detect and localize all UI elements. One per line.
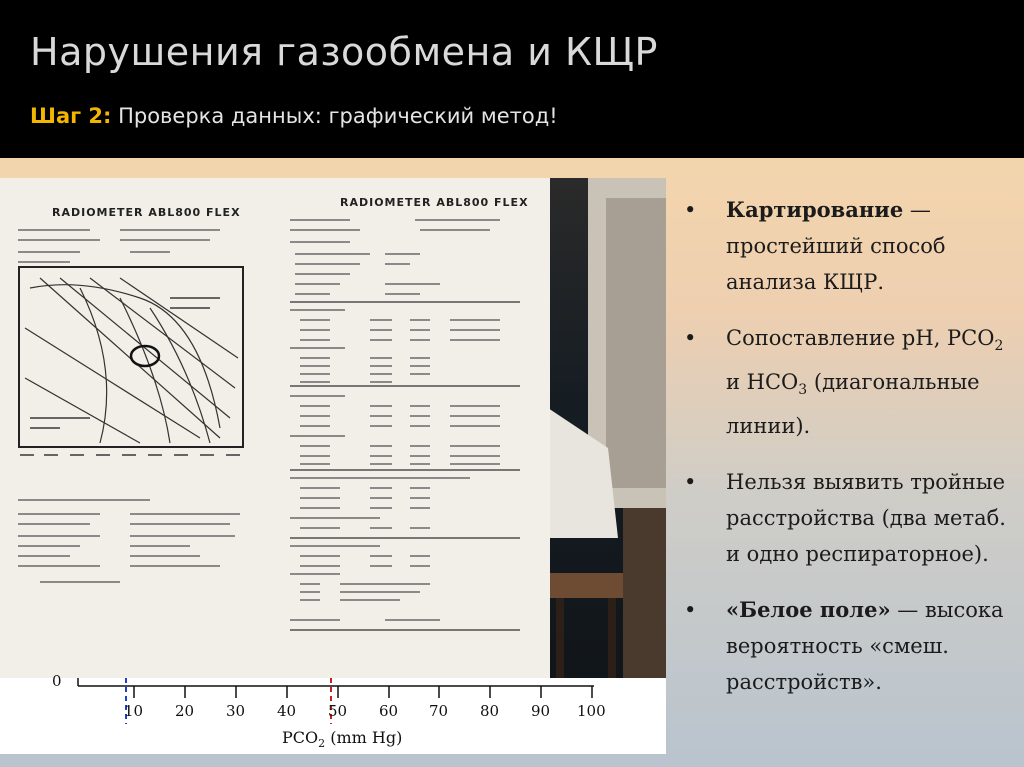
bullet-item-white-field	[684, 592, 1009, 700]
nomogram-drawing	[20, 268, 242, 446]
axis-zero-label: 0	[52, 672, 62, 690]
left-printout-title: RADIOMETER ABL800 FLEX	[52, 206, 241, 219]
subtitle-text: Проверка данных: графический метод!	[111, 104, 558, 128]
blood-gas-report-photo	[0, 178, 666, 754]
bullet-bold-term: Картирование	[726, 197, 904, 222]
slide-title: Нарушения газообмена и КЩР	[30, 30, 658, 74]
printout-paper	[0, 178, 550, 678]
tick-label: 10	[124, 702, 144, 720]
bullet-item-mapping	[684, 192, 1009, 300]
subscript: 2	[994, 338, 1004, 355]
bullet-list	[684, 192, 1009, 720]
right-printout-title: RADIOMETER ABL800 FLEX	[340, 196, 529, 209]
subscript: 3	[798, 382, 808, 399]
slide-subtitle	[30, 104, 558, 128]
tick-label: 20	[175, 702, 195, 720]
axis-title-sub: 2	[318, 737, 326, 751]
acid-base-nomogram	[18, 266, 244, 448]
subtitle-step-label: Шаг 2:	[30, 104, 112, 128]
tick-label: 70	[429, 702, 449, 720]
bullet-bold-term: «Белое поле»	[726, 597, 891, 623]
bullet-text: Нельзя выявить тройные расстройства (два метаб. и одно респираторное).	[726, 470, 1006, 567]
photo-background-room	[548, 178, 666, 754]
tick-label: 60	[379, 702, 399, 720]
axis-title-unit: (mm Hg)	[325, 728, 403, 747]
bullet-item-limitation	[684, 464, 1009, 572]
bullet-text: Сопоставление pH, PCO	[726, 326, 995, 350]
room-shapes	[548, 178, 666, 754]
axis-title	[282, 728, 402, 750]
tick-label: 40	[277, 702, 297, 720]
bullet-text: — высока вероятность «смеш. расстройств».	[726, 598, 1004, 695]
bullet-text: и HCO	[726, 370, 799, 395]
axis-title-main: PCO	[282, 728, 319, 747]
bullet-item-comparison	[684, 320, 1009, 444]
tick-label: 100	[577, 702, 606, 720]
tick-label: 80	[480, 702, 500, 720]
axis-tick-labels	[0, 702, 666, 722]
tick-label: 90	[531, 702, 551, 720]
tick-label: 30	[226, 702, 246, 720]
slide-header	[0, 0, 1024, 158]
nomogram-ph-scale	[18, 448, 248, 462]
bullet-text: (диагональные линии).	[726, 370, 980, 439]
pco2-axis-strip	[0, 672, 666, 754]
tick-label: 50	[328, 702, 348, 720]
bullet-text: — простейший способ анализа КЩР.	[726, 198, 946, 294]
